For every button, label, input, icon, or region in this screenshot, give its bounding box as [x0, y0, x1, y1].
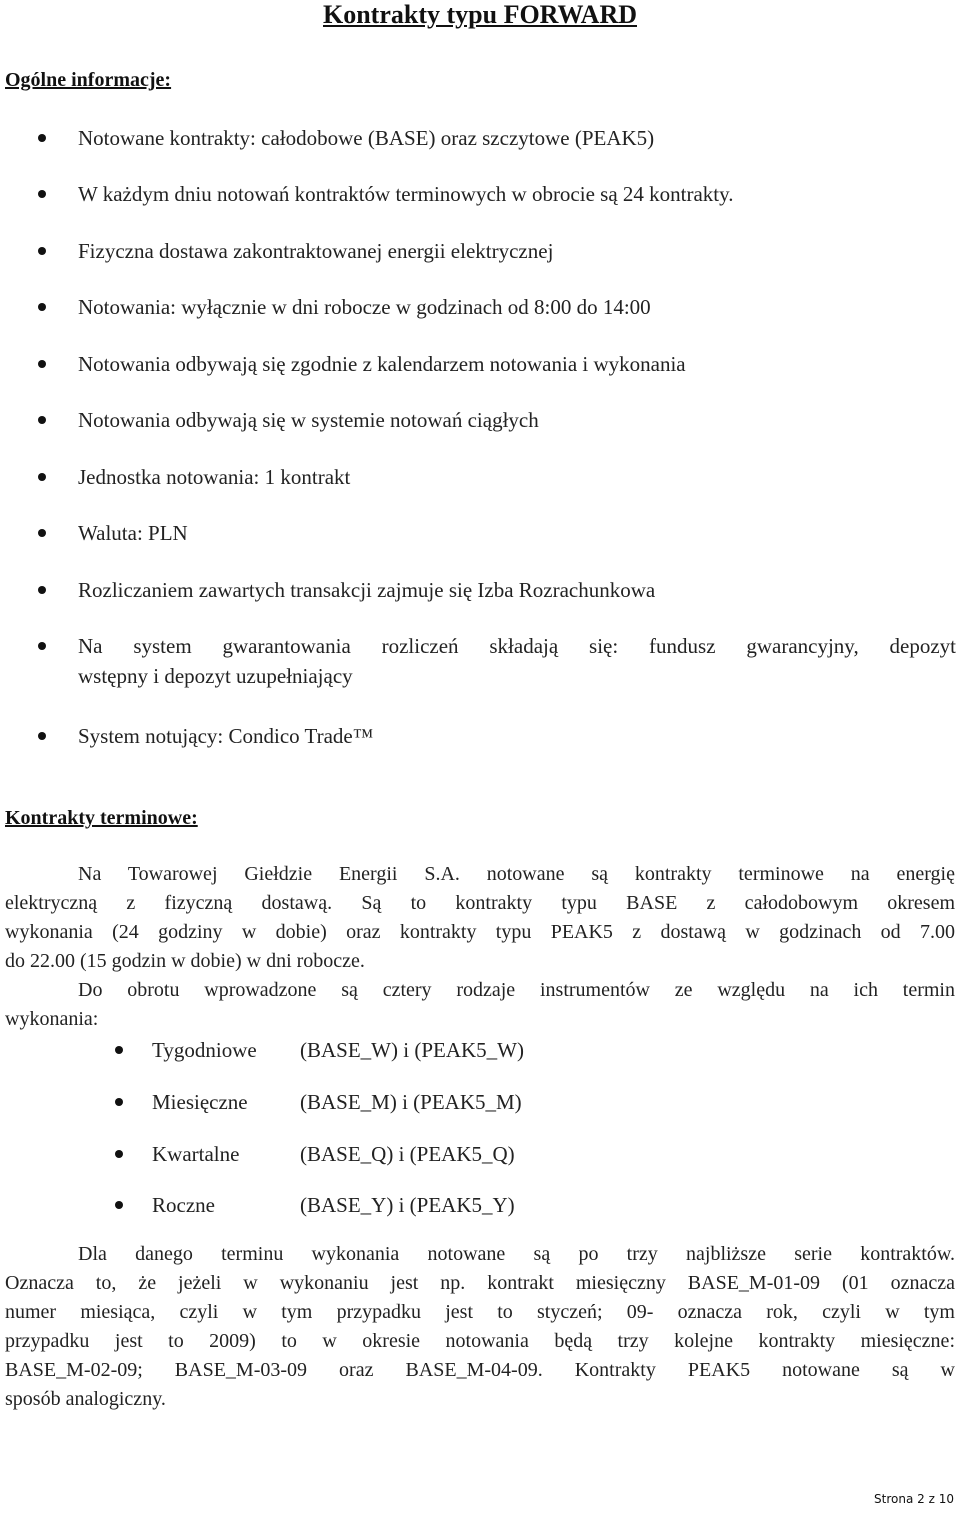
list-item-line: Na system gwarantowania rozliczeń składają się: fundusz gwarancyjny, depozyt: [78, 634, 956, 658]
instrument-codes: (BASE_W) i (PEAK5_W): [300, 1038, 524, 1062]
instrument-name: Miesięczne: [152, 1090, 248, 1114]
list-item: Waluta: PLN: [78, 521, 188, 545]
bullet-icon: [38, 416, 46, 424]
bullet-icon: [38, 586, 46, 594]
paragraph-run: Są to kontrakty typu BASE z całodobowym okresem: [332, 892, 956, 914]
paragraph-line: przypadku jest to 2009) to w okresie notowania będą trzy kolejne kontrakty miesięczne:: [5, 1330, 955, 1352]
paragraph-line: numer miesiąca, czyli w tym przypadku jest to styczeń; 09- oznacza rok, czyli w tym: [5, 1301, 955, 1323]
instrument-codes: (BASE_Q) i (PEAK5_Q): [300, 1142, 515, 1166]
list-item: Jednostka notowania: 1 kontrakt: [78, 465, 351, 489]
bullet-icon: [38, 473, 46, 481]
list-item-guarantee: [78, 631, 956, 691]
instrument-name: Roczne: [152, 1193, 215, 1217]
bullet-icon: [38, 360, 46, 368]
paragraph-line: Do obrotu wprowadzone są cztery rodzaje instrumentów ze względu na ich termin: [78, 979, 955, 1001]
instrument-codes: (BASE_M) i (PEAK5_M): [300, 1090, 522, 1114]
list-item: Notowania: wyłącznie w dni robocze w godzinach od 8:00 do 14:00: [78, 295, 651, 319]
section-heading-general: Ogólne informacje:: [5, 69, 172, 91]
paragraph-line: do 22.00 (15 godzin w dobie) w dni robocze.: [5, 950, 365, 972]
instrument-name: Tygodniowe: [152, 1038, 257, 1062]
list-item: Notowania odbywają się zgodnie z kalendarzem notowania i wykonania: [78, 352, 686, 376]
paragraph-line: Dla danego terminu wykonania notowane są po trzy najbliższe serie kontraktów.: [78, 1243, 955, 1265]
list-item: Notowane kontrakty: całodobowe (BASE) oraz szczytowe (PEAK5): [78, 126, 655, 150]
section-heading-forwards: Kontrakty terminowe:: [5, 807, 198, 829]
paragraph-line: [5, 889, 955, 918]
paragraph-line: wykonania:: [5, 1008, 99, 1030]
paragraph-line: sposób analogiczny.: [5, 1388, 166, 1410]
list-item: W każdym dniu notowań kontraktów terminowych w obrocie są 24 kontrakty.: [78, 182, 734, 206]
list-item: Notowania odbywają się w systemie notowań ciągłych: [78, 408, 539, 432]
paragraph-line: Na Towarowej Giełdzie Energii S.A. notowane są kontrakty terminowe na energię: [78, 863, 955, 885]
paragraph-series: [5, 1240, 955, 1414]
bullet-icon: [115, 1046, 123, 1054]
bullet-icon: [115, 1201, 123, 1209]
bullet-icon: [38, 529, 46, 537]
list-item-line: wstępny i depozyt uzupełniający: [78, 664, 353, 688]
bullet-icon: [38, 247, 46, 255]
bullet-icon: [115, 1098, 123, 1106]
bullet-icon: [115, 1150, 123, 1158]
bullet-icon: [38, 190, 46, 198]
bullet-icon: [38, 134, 46, 142]
page-title: Kontrakty typu FORWARD: [323, 0, 637, 29]
bullet-icon: [38, 303, 46, 311]
instrument-name: Kwartalne: [152, 1142, 240, 1166]
paragraph-line: BASE_M-02-09; BASE_M-03-09 oraz BASE_M-04-09. Kontrakty PEAK5 notowane są w: [5, 1359, 955, 1381]
list-item: System notujący: Condico Trade™: [78, 724, 374, 748]
list-item: Fizyczna dostawa zakontraktowanej energii elektrycznej: [78, 239, 554, 263]
bullet-icon: [38, 642, 46, 650]
instrument-codes: (BASE_Y) i (PEAK5_Y): [300, 1193, 515, 1217]
list-item: Rozliczaniem zawartych transakcji zajmuje się Izba Rozrachunkowa: [78, 578, 656, 602]
page-number: Strona 2 z 10: [874, 1492, 954, 1506]
paragraph-intro: [5, 860, 955, 976]
paragraph-line: wykonania (24 godziny w dobie) oraz kontrakty typu PEAK5 z dostawą w godzinach od 7.00: [5, 921, 955, 943]
paragraph-instruments-intro: [5, 976, 955, 1034]
bullet-icon: [38, 732, 46, 740]
paragraph-run: elektryczną z fizyczną dostawą.: [5, 892, 333, 914]
paragraph-line: Oznacza to, że jeżeli w wykonaniu jest np. kontrakt miesięczny BASE_M-01-09 (01 oznacza: [5, 1272, 955, 1294]
